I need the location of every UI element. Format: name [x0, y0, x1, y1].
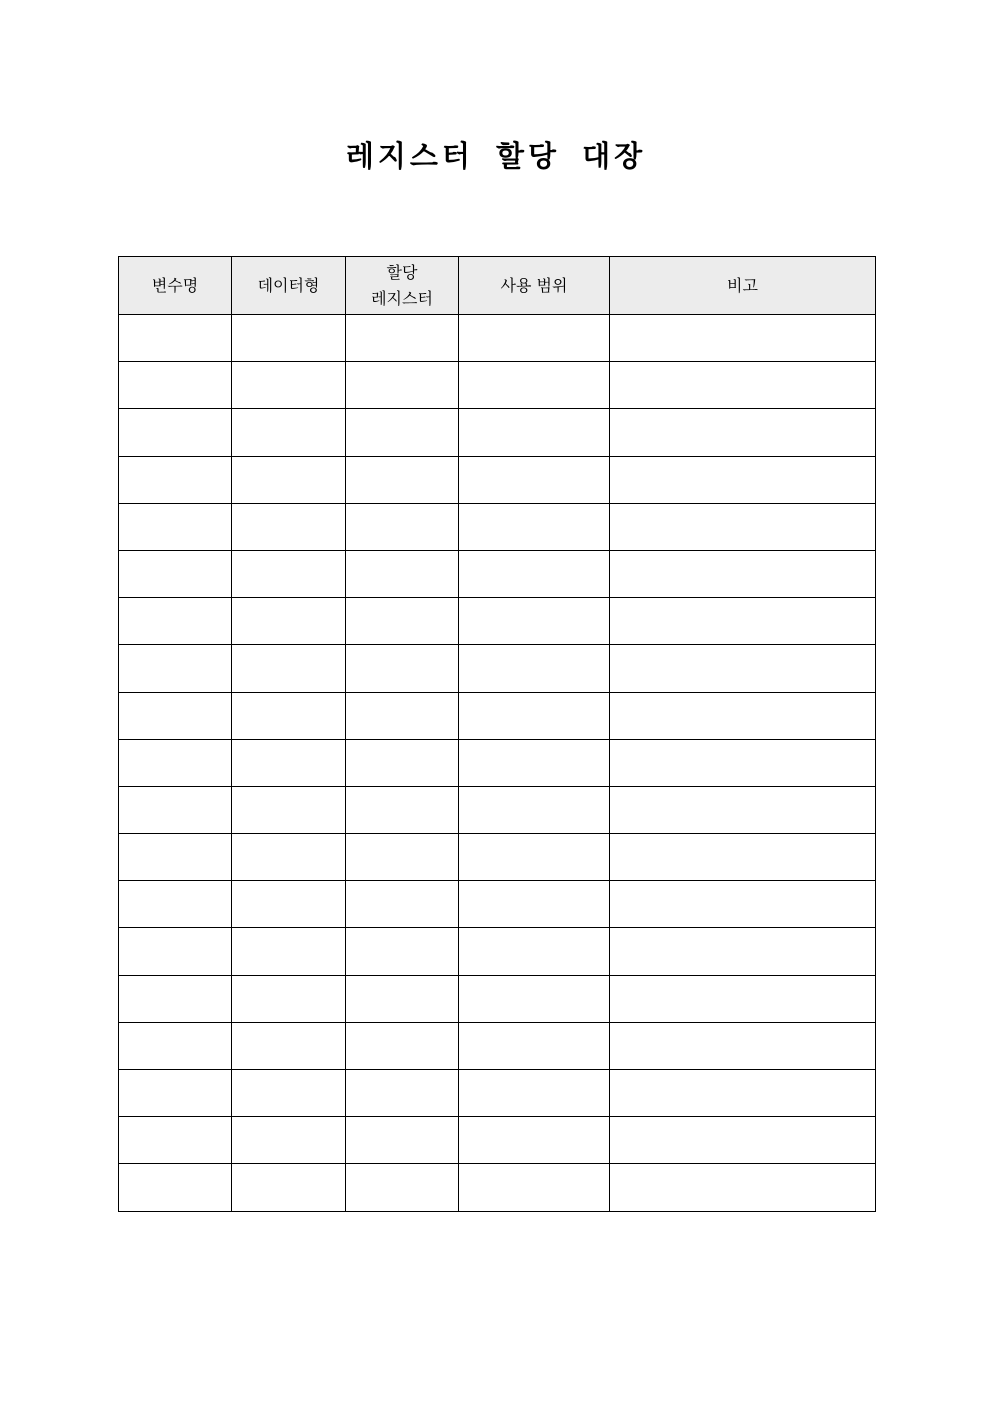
table-row — [119, 456, 876, 503]
allocated-register-cell[interactable] — [346, 975, 459, 1022]
data-type-cell[interactable] — [232, 928, 346, 975]
header-remarks: 비고 — [610, 257, 876, 315]
table-row — [119, 645, 876, 692]
usage-scope-cell[interactable] — [459, 409, 610, 456]
remarks-cell[interactable] — [610, 1070, 876, 1117]
data-type-cell[interactable] — [232, 598, 346, 645]
data-type-cell[interactable] — [232, 645, 346, 692]
allocated-register-cell[interactable] — [346, 362, 459, 409]
variable-name-cell[interactable] — [119, 1164, 232, 1211]
remarks-cell[interactable] — [610, 409, 876, 456]
usage-scope-cell[interactable] — [459, 975, 610, 1022]
allocated-register-cell[interactable] — [346, 1117, 459, 1164]
table-row — [119, 739, 876, 786]
variable-name-cell[interactable] — [119, 550, 232, 597]
table-row — [119, 692, 876, 739]
table-row — [119, 928, 876, 975]
remarks-cell[interactable] — [610, 503, 876, 550]
variable-name-cell[interactable] — [119, 409, 232, 456]
data-type-cell[interactable] — [232, 692, 346, 739]
table-row — [119, 362, 876, 409]
variable-name-cell[interactable] — [119, 692, 232, 739]
table-row — [119, 1070, 876, 1117]
remarks-cell[interactable] — [610, 598, 876, 645]
data-type-cell[interactable] — [232, 1022, 346, 1069]
usage-scope-cell[interactable] — [459, 598, 610, 645]
usage-scope-cell[interactable] — [459, 739, 610, 786]
remarks-cell[interactable] — [610, 975, 876, 1022]
remarks-cell[interactable] — [610, 692, 876, 739]
data-type-cell[interactable] — [232, 503, 346, 550]
usage-scope-cell[interactable] — [459, 645, 610, 692]
allocated-register-cell[interactable] — [346, 881, 459, 928]
remarks-cell[interactable] — [610, 550, 876, 597]
variable-name-cell[interactable] — [119, 834, 232, 881]
usage-scope-cell[interactable] — [459, 456, 610, 503]
data-type-cell[interactable] — [232, 739, 346, 786]
data-type-cell[interactable] — [232, 1117, 346, 1164]
allocated-register-cell[interactable] — [346, 928, 459, 975]
remarks-cell[interactable] — [610, 1022, 876, 1069]
allocated-register-cell[interactable] — [346, 456, 459, 503]
allocated-register-cell[interactable] — [346, 739, 459, 786]
usage-scope-cell[interactable] — [459, 550, 610, 597]
variable-name-cell[interactable] — [119, 881, 232, 928]
data-type-cell[interactable] — [232, 834, 346, 881]
table-row — [119, 1164, 876, 1211]
table-row — [119, 315, 876, 362]
usage-scope-cell[interactable] — [459, 692, 610, 739]
variable-name-cell[interactable] — [119, 1070, 232, 1117]
usage-scope-cell[interactable] — [459, 1117, 610, 1164]
usage-scope-cell[interactable] — [459, 315, 610, 362]
usage-scope-cell[interactable] — [459, 881, 610, 928]
variable-name-cell[interactable] — [119, 645, 232, 692]
table-row — [119, 786, 876, 833]
allocated-register-cell[interactable] — [346, 692, 459, 739]
allocated-register-cell[interactable] — [346, 550, 459, 597]
usage-scope-cell[interactable] — [459, 786, 610, 833]
table-row — [119, 1117, 876, 1164]
allocated-register-cell[interactable] — [346, 834, 459, 881]
data-type-cell[interactable] — [232, 881, 346, 928]
remarks-cell[interactable] — [610, 645, 876, 692]
remarks-cell[interactable] — [610, 928, 876, 975]
data-type-cell[interactable] — [232, 550, 346, 597]
remarks-cell[interactable] — [610, 456, 876, 503]
table-row — [119, 503, 876, 550]
usage-scope-cell[interactable] — [459, 1164, 610, 1211]
usage-scope-cell[interactable] — [459, 1070, 610, 1117]
header-variable-name: 변수명 — [119, 257, 232, 315]
data-type-cell[interactable] — [232, 786, 346, 833]
data-type-cell[interactable] — [232, 975, 346, 1022]
table-row — [119, 598, 876, 645]
variable-name-cell[interactable] — [119, 598, 232, 645]
table-row — [119, 409, 876, 456]
variable-name-cell[interactable] — [119, 1022, 232, 1069]
allocated-register-cell[interactable] — [346, 409, 459, 456]
variable-name-cell[interactable] — [119, 739, 232, 786]
variable-name-cell[interactable] — [119, 315, 232, 362]
usage-scope-cell[interactable] — [459, 928, 610, 975]
usage-scope-cell[interactable] — [459, 503, 610, 550]
remarks-cell[interactable] — [610, 786, 876, 833]
data-type-cell[interactable] — [232, 1164, 346, 1211]
usage-scope-cell[interactable] — [459, 834, 610, 881]
table-row — [119, 975, 876, 1022]
variable-name-cell[interactable] — [119, 503, 232, 550]
data-type-cell[interactable] — [232, 1070, 346, 1117]
remarks-cell[interactable] — [610, 1117, 876, 1164]
variable-name-cell[interactable] — [119, 362, 232, 409]
usage-scope-cell[interactable] — [459, 362, 610, 409]
allocated-register-cell[interactable] — [346, 598, 459, 645]
data-type-cell[interactable] — [232, 456, 346, 503]
remarks-cell[interactable] — [610, 1164, 876, 1211]
allocated-register-cell[interactable] — [346, 645, 459, 692]
data-type-cell[interactable] — [232, 362, 346, 409]
data-type-cell[interactable] — [232, 409, 346, 456]
header-usage-scope: 사용 범위 — [459, 257, 610, 315]
usage-scope-cell[interactable] — [459, 1022, 610, 1069]
allocated-register-cell[interactable] — [346, 503, 459, 550]
header-data-type: 데이터형 — [232, 257, 346, 315]
table-row — [119, 1022, 876, 1069]
document-title: 레지스터 할당 대장 — [345, 139, 647, 173]
remarks-cell[interactable] — [610, 881, 876, 928]
remarks-cell[interactable] — [610, 739, 876, 786]
data-type-cell[interactable] — [232, 315, 346, 362]
allocated-register-cell[interactable] — [346, 1022, 459, 1069]
table-row — [119, 881, 876, 928]
variable-name-cell[interactable] — [119, 928, 232, 975]
allocated-register-cell[interactable] — [346, 315, 459, 362]
allocated-register-cell[interactable] — [346, 1164, 459, 1211]
table-body — [119, 315, 876, 1212]
variable-name-cell[interactable] — [119, 456, 232, 503]
remarks-cell[interactable] — [610, 315, 876, 362]
allocated-register-cell[interactable] — [346, 786, 459, 833]
table-row — [119, 550, 876, 597]
table-row — [119, 834, 876, 881]
variable-name-cell[interactable] — [119, 786, 232, 833]
variable-name-cell[interactable] — [119, 975, 232, 1022]
remarks-cell[interactable] — [610, 834, 876, 881]
variable-name-cell[interactable] — [119, 1117, 232, 1164]
remarks-cell[interactable] — [610, 362, 876, 409]
table-header-row — [119, 257, 876, 315]
header-allocated-register: 할당 레지스터 — [346, 257, 459, 315]
register-allocation-table — [118, 256, 876, 1212]
allocated-register-cell[interactable] — [346, 1070, 459, 1117]
